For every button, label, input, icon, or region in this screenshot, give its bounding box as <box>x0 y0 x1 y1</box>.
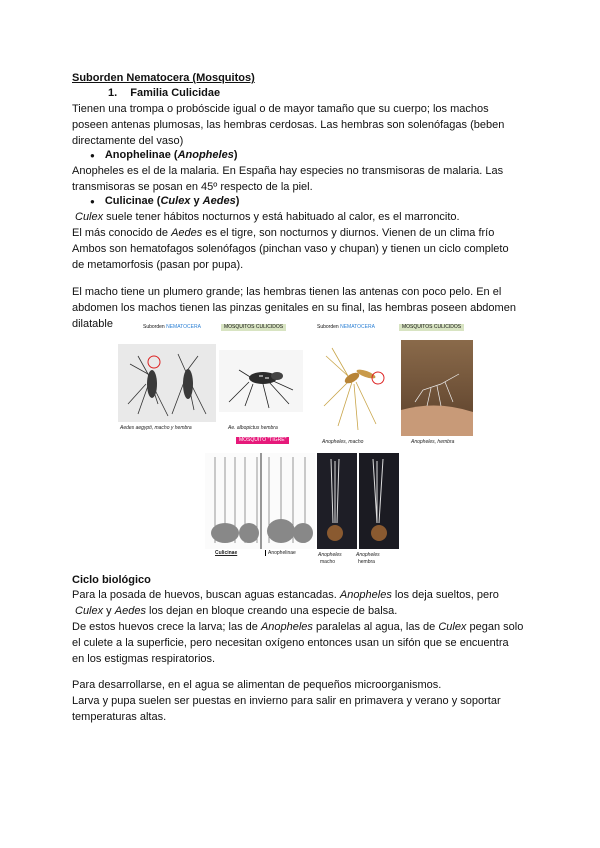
culicinae-label: Culicinae ( <box>104 195 161 207</box>
culicinae-line-4: de metamorfosis (pasan por pupa). <box>72 259 244 271</box>
caption-anophelinae: Anophelinae <box>265 550 296 556</box>
caption-anopheles-macho-2b: macho <box>320 559 336 565</box>
intro-line-1: Tienen una trompa o probóscide igual o de mayor tamaño que su cuerpo; los machos <box>72 103 489 115</box>
anophelinae-label-end: ) <box>233 149 238 161</box>
culicinae-line-1 <box>75 209 460 225</box>
intro-line-3: directamente del vaso) <box>72 135 184 147</box>
culicinae-line-3: Ambos son hematofagos solenófagos (pinchan vaso y chupan) y tienen un ciclo completo <box>72 243 509 255</box>
italic-genus: Aedes <box>171 227 203 239</box>
caption-anopheles-hembra-2a: Anopheles <box>356 552 380 558</box>
line-text: es el tigre, son nocturnos y diurnos. Vienen de un clima frío <box>202 227 495 239</box>
anophelinae-label: Anophelinae ( <box>104 149 178 161</box>
caption-anopheles-hembra-2b: hembra <box>358 559 375 565</box>
line-text: El más conocido de <box>72 227 172 239</box>
figure-tag-culicidos-1: MOSQUITOS CULICIDOS <box>221 324 286 331</box>
ciclo-title: Ciclo biológico <box>72 574 151 586</box>
anopheles-hembra-photo <box>401 340 473 436</box>
tag-accent: NEMATOCERA <box>166 324 201 330</box>
anopheles-macho-photo <box>318 336 390 436</box>
caption-aedes-aegypti: Aedes aegypti, macho y hembra <box>120 425 192 431</box>
familia-number: 1. <box>108 87 118 99</box>
aedes-aegypti-photo <box>118 344 216 422</box>
ciclo-line-6: Para desarrollarse, en el agua se alimentan de pequeños microorganismos. <box>72 679 442 691</box>
figure-tag-tigre: MOSQUITO "TIGRE" <box>236 437 289 444</box>
line-text: suele tener hábitos nocturnos y está habituado al calor, es el marroncito. <box>103 211 460 223</box>
tag-accent: NEMATOCERA <box>340 324 375 330</box>
tag-text: Suborden <box>143 324 167 330</box>
line-text: paralelas al agua, las de <box>312 621 439 633</box>
culicinae-line-2 <box>72 225 494 241</box>
caption-anopheles-macho: Anopheles, macho <box>322 439 364 445</box>
line-text: pegan solo <box>466 621 524 633</box>
macho-line-1: El macho tiene un plumero grande; las hembras tienen las antenas con poco pelo. En el <box>72 286 502 298</box>
caption-culicinae: Culicinae <box>215 550 238 556</box>
line-text: Para la posada de huevos, buscan aguas estancadas. <box>72 589 340 601</box>
culicinae-heading <box>90 193 239 210</box>
ciclo-line-7: Larva y pupa suelen ser puestas en invierno para salir en primavera y verano y soportar <box>72 695 501 707</box>
italic-genus: Aedes <box>114 605 146 617</box>
anophelinae-line-2: transmisoras se posan en 45º respecto de la piel. <box>72 181 313 193</box>
anopheles-head-photos <box>317 453 399 549</box>
line-text: De estos huevos crece la larva; las de <box>72 621 261 633</box>
italic-genus: Culex <box>75 605 104 617</box>
italic-genus: Culex <box>75 211 104 223</box>
ciclo-line-4: el culete a la superficie, pero necesitan oxígeno entonces usan un sifón que se encuentra <box>72 637 509 649</box>
culicinae-anophelinae-drawing <box>205 453 315 549</box>
macho-line-3: dilatable <box>72 318 113 330</box>
caption-anopheles-macho-2a: Anopheles <box>318 552 342 558</box>
italic-genus: Anopheles <box>260 621 313 633</box>
figure-tag-suborden-2 <box>314 324 378 331</box>
italic-genus: Culex <box>438 621 467 633</box>
intro-line-2: poseen antenas plumosas, las hembras cerdosas. Las hembras son solenófagas (beben <box>72 119 505 131</box>
aedes-albopictus-photo <box>219 350 303 412</box>
ciclo-line-2 <box>75 603 397 619</box>
figure-tag-culicidos-2: MOSQUITOS CULICIDOS <box>399 324 464 331</box>
page-title: Suborden Nematocera (Mosquitos) <box>72 72 255 84</box>
line-text: y <box>103 605 115 617</box>
culicinae-label-mid: y <box>190 195 203 207</box>
ciclo-line-1 <box>72 587 499 603</box>
anophelinae-line-1: Anopheles es el de la malaria. En España hay especies no transmisoras de malaria. Las <box>72 165 504 177</box>
bullet-icon: ● <box>90 151 95 160</box>
caption-anopheles-hembra: Anopheles, hembra <box>411 439 455 445</box>
ciclo-line-8: temperaturas altas. <box>72 711 167 723</box>
tag-text: Suborden <box>317 324 341 330</box>
familia-name: Familia Culicidae <box>130 87 221 99</box>
ciclo-line-5: en los estigmas respiratorios. <box>72 653 216 665</box>
bullet-icon: ● <box>90 197 95 206</box>
line-text: los deja sueltos, pero <box>391 589 499 601</box>
anophelinae-heading <box>90 147 237 164</box>
ciclo-line-3 <box>72 619 523 635</box>
italic-genus: Anopheles <box>339 589 392 601</box>
line-text: los dejan en bloque creando una especie de balsa. <box>145 605 398 617</box>
culicinae-label-end: ) <box>235 195 240 207</box>
anophelinae-genus: Anopheles <box>177 149 234 161</box>
macho-line-2: abdomen los machos tienen las pinzas genitales en su final, las hembras poseen abdomen <box>72 302 516 314</box>
familia-heading <box>108 85 220 101</box>
caption-aedes-albopictus: Ae. albopictus hembra <box>228 425 278 431</box>
figure-tag-suborden-1 <box>140 324 204 331</box>
culicinae-genus-2: Aedes <box>202 195 236 207</box>
culicinae-genus-1: Culex <box>160 195 191 207</box>
